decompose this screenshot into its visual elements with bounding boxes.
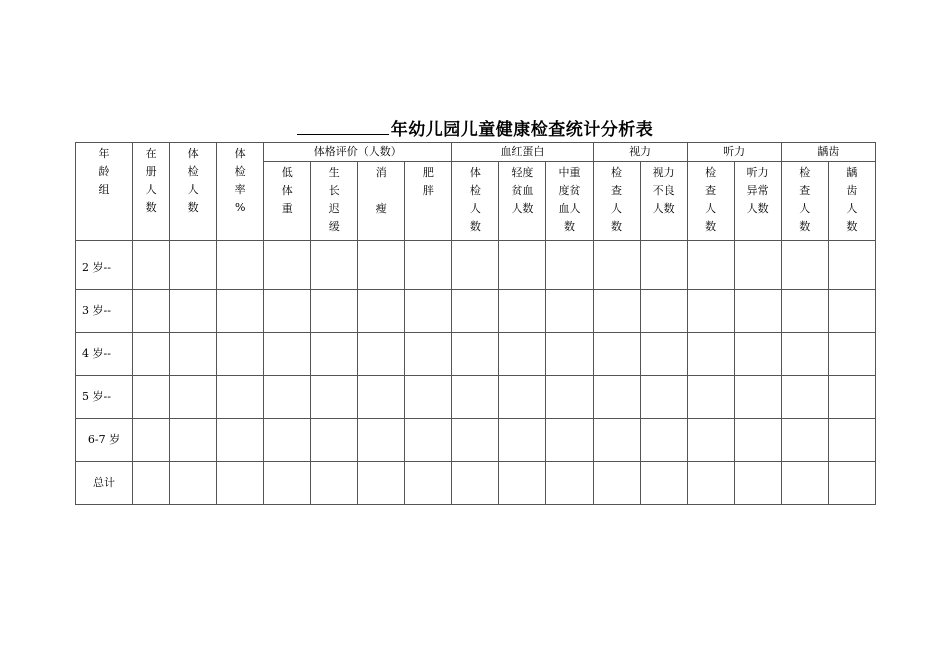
data-cell[interactable] xyxy=(499,376,546,419)
header-vision-checked: 检 查 人 数 xyxy=(593,162,640,241)
header-obesity: 肥 胖 xyxy=(405,162,452,241)
header-enrolled: 在 册 人 数 xyxy=(133,143,170,241)
data-cell[interactable] xyxy=(687,290,734,333)
data-cell[interactable] xyxy=(217,419,264,462)
data-cell[interactable] xyxy=(264,241,311,290)
header-stunting: 生 长 迟 缓 xyxy=(311,162,358,241)
data-cell[interactable] xyxy=(133,419,170,462)
data-cell[interactable] xyxy=(828,241,875,290)
row-label: 4 岁-- xyxy=(76,333,133,376)
header-hb-examined: 体 检 人 数 xyxy=(452,162,499,241)
data-cell[interactable] xyxy=(358,333,405,376)
data-cell[interactable] xyxy=(546,419,593,462)
data-cell[interactable] xyxy=(311,241,358,290)
data-cell[interactable] xyxy=(311,376,358,419)
data-cell[interactable] xyxy=(546,462,593,505)
data-cell[interactable] xyxy=(405,333,452,376)
header-caries-count: 龋 齿 人 数 xyxy=(828,162,875,241)
row-label: 3 岁-- xyxy=(76,290,133,333)
data-cell[interactable] xyxy=(734,241,781,290)
table-row xyxy=(76,290,876,333)
data-cell[interactable] xyxy=(687,241,734,290)
row-label: 2 岁-- xyxy=(76,241,133,290)
data-cell[interactable] xyxy=(452,462,499,505)
data-cell[interactable] xyxy=(781,241,828,290)
data-cell[interactable] xyxy=(170,419,217,462)
data-cell[interactable] xyxy=(264,333,311,376)
header-physique-group: 体格评价（人数） xyxy=(264,143,452,162)
table-row xyxy=(76,376,876,419)
data-cell[interactable] xyxy=(499,419,546,462)
statistics-table xyxy=(75,142,876,505)
data-cell[interactable] xyxy=(170,462,217,505)
data-cell[interactable] xyxy=(828,419,875,462)
data-cell[interactable] xyxy=(734,462,781,505)
header-hearing-checked: 检 查 人 数 xyxy=(687,162,734,241)
data-cell[interactable] xyxy=(311,290,358,333)
page-title xyxy=(0,115,950,140)
data-cell[interactable] xyxy=(170,241,217,290)
data-cell[interactable] xyxy=(687,462,734,505)
data-cell[interactable] xyxy=(593,419,640,462)
data-cell[interactable] xyxy=(593,333,640,376)
data-cell[interactable] xyxy=(452,241,499,290)
table-row xyxy=(76,419,876,462)
header-hb-moderate: 中重 度贫 血人 数 xyxy=(546,162,593,241)
data-cell[interactable] xyxy=(687,419,734,462)
header-examined: 体 检 人 数 xyxy=(170,143,217,241)
data-cell[interactable] xyxy=(452,333,499,376)
data-cell[interactable] xyxy=(687,376,734,419)
year-blank-line xyxy=(297,120,389,135)
data-cell[interactable] xyxy=(405,290,452,333)
data-cell[interactable] xyxy=(264,376,311,419)
data-cell[interactable] xyxy=(640,419,687,462)
data-cell[interactable] xyxy=(734,333,781,376)
data-cell[interactable] xyxy=(734,419,781,462)
data-cell[interactable] xyxy=(311,333,358,376)
data-cell[interactable] xyxy=(781,376,828,419)
data-cell[interactable] xyxy=(828,376,875,419)
data-cell[interactable] xyxy=(405,376,452,419)
data-cell[interactable] xyxy=(781,419,828,462)
header-hb-mild: 轻度 贫血 人数 xyxy=(499,162,546,241)
data-cell[interactable] xyxy=(405,462,452,505)
header-age-group: 年 龄 组 xyxy=(76,143,133,241)
data-cell[interactable] xyxy=(133,290,170,333)
data-cell[interactable] xyxy=(358,419,405,462)
data-cell[interactable] xyxy=(781,290,828,333)
data-cell[interactable] xyxy=(640,333,687,376)
table-row xyxy=(76,241,876,290)
data-cell[interactable] xyxy=(593,376,640,419)
header-caries-checked: 检 查 人 数 xyxy=(781,162,828,241)
data-cell[interactable] xyxy=(170,376,217,419)
data-cell[interactable] xyxy=(133,376,170,419)
data-cell[interactable] xyxy=(358,376,405,419)
header-exam-rate: 体 检 率 % xyxy=(217,143,264,241)
header-hearing-abnormal: 听力 异常 人数 xyxy=(734,162,781,241)
data-cell[interactable] xyxy=(311,419,358,462)
header-low-weight: 低 体 重 xyxy=(264,162,311,241)
data-cell[interactable] xyxy=(405,419,452,462)
data-cell[interactable] xyxy=(734,290,781,333)
data-cell[interactable] xyxy=(546,333,593,376)
data-cell[interactable] xyxy=(264,462,311,505)
data-cell[interactable] xyxy=(593,241,640,290)
row-label: 6-7 岁 xyxy=(76,419,133,462)
data-cell[interactable] xyxy=(499,462,546,505)
data-cell[interactable] xyxy=(217,290,264,333)
data-cell[interactable] xyxy=(546,376,593,419)
data-cell[interactable] xyxy=(499,241,546,290)
data-cell[interactable] xyxy=(452,376,499,419)
data-cell[interactable] xyxy=(133,333,170,376)
data-cell[interactable] xyxy=(828,333,875,376)
data-cell[interactable] xyxy=(358,462,405,505)
data-cell[interactable] xyxy=(133,462,170,505)
data-cell[interactable] xyxy=(311,462,358,505)
data-cell[interactable] xyxy=(546,241,593,290)
data-cell[interactable] xyxy=(546,290,593,333)
data-cell[interactable] xyxy=(640,376,687,419)
data-cell[interactable] xyxy=(781,462,828,505)
data-cell[interactable] xyxy=(593,290,640,333)
data-cell[interactable] xyxy=(640,462,687,505)
data-cell[interactable] xyxy=(217,462,264,505)
header-hearing-group: 听力 xyxy=(687,143,781,162)
data-cell[interactable] xyxy=(640,290,687,333)
header-vision-group: 视力 xyxy=(593,143,687,162)
data-cell[interactable] xyxy=(170,333,217,376)
header-vision-poor: 视力 不良 人数 xyxy=(640,162,687,241)
data-cell[interactable] xyxy=(828,290,875,333)
data-cell[interactable] xyxy=(452,290,499,333)
header-wasting: 消 瘦 xyxy=(358,162,405,241)
table-row xyxy=(76,333,876,376)
data-cell[interactable] xyxy=(264,419,311,462)
data-cell[interactable] xyxy=(264,290,311,333)
data-cell[interactable] xyxy=(405,241,452,290)
header-hb-group: 血红蛋白 xyxy=(452,143,593,162)
data-cell[interactable] xyxy=(358,290,405,333)
data-cell[interactable] xyxy=(358,241,405,290)
row-label: 5 岁-- xyxy=(76,376,133,419)
data-cell[interactable] xyxy=(217,333,264,376)
row-label: 总计 xyxy=(76,462,133,505)
data-cell[interactable] xyxy=(170,290,217,333)
data-cell[interactable] xyxy=(781,333,828,376)
header-caries-group: 龋齿 xyxy=(781,143,875,162)
title-text: 年幼儿园儿童健康检查统计分析表 xyxy=(390,120,654,140)
data-cell[interactable] xyxy=(687,333,734,376)
table-row xyxy=(76,462,876,505)
data-cell[interactable] xyxy=(499,333,546,376)
data-cell[interactable] xyxy=(217,376,264,419)
data-cell[interactable] xyxy=(452,419,499,462)
data-cell[interactable] xyxy=(217,241,264,290)
data-cell[interactable] xyxy=(133,241,170,290)
data-cell[interactable] xyxy=(499,290,546,333)
data-cell[interactable] xyxy=(734,376,781,419)
data-cell[interactable] xyxy=(640,241,687,290)
data-cell[interactable] xyxy=(828,462,875,505)
data-cell[interactable] xyxy=(593,462,640,505)
